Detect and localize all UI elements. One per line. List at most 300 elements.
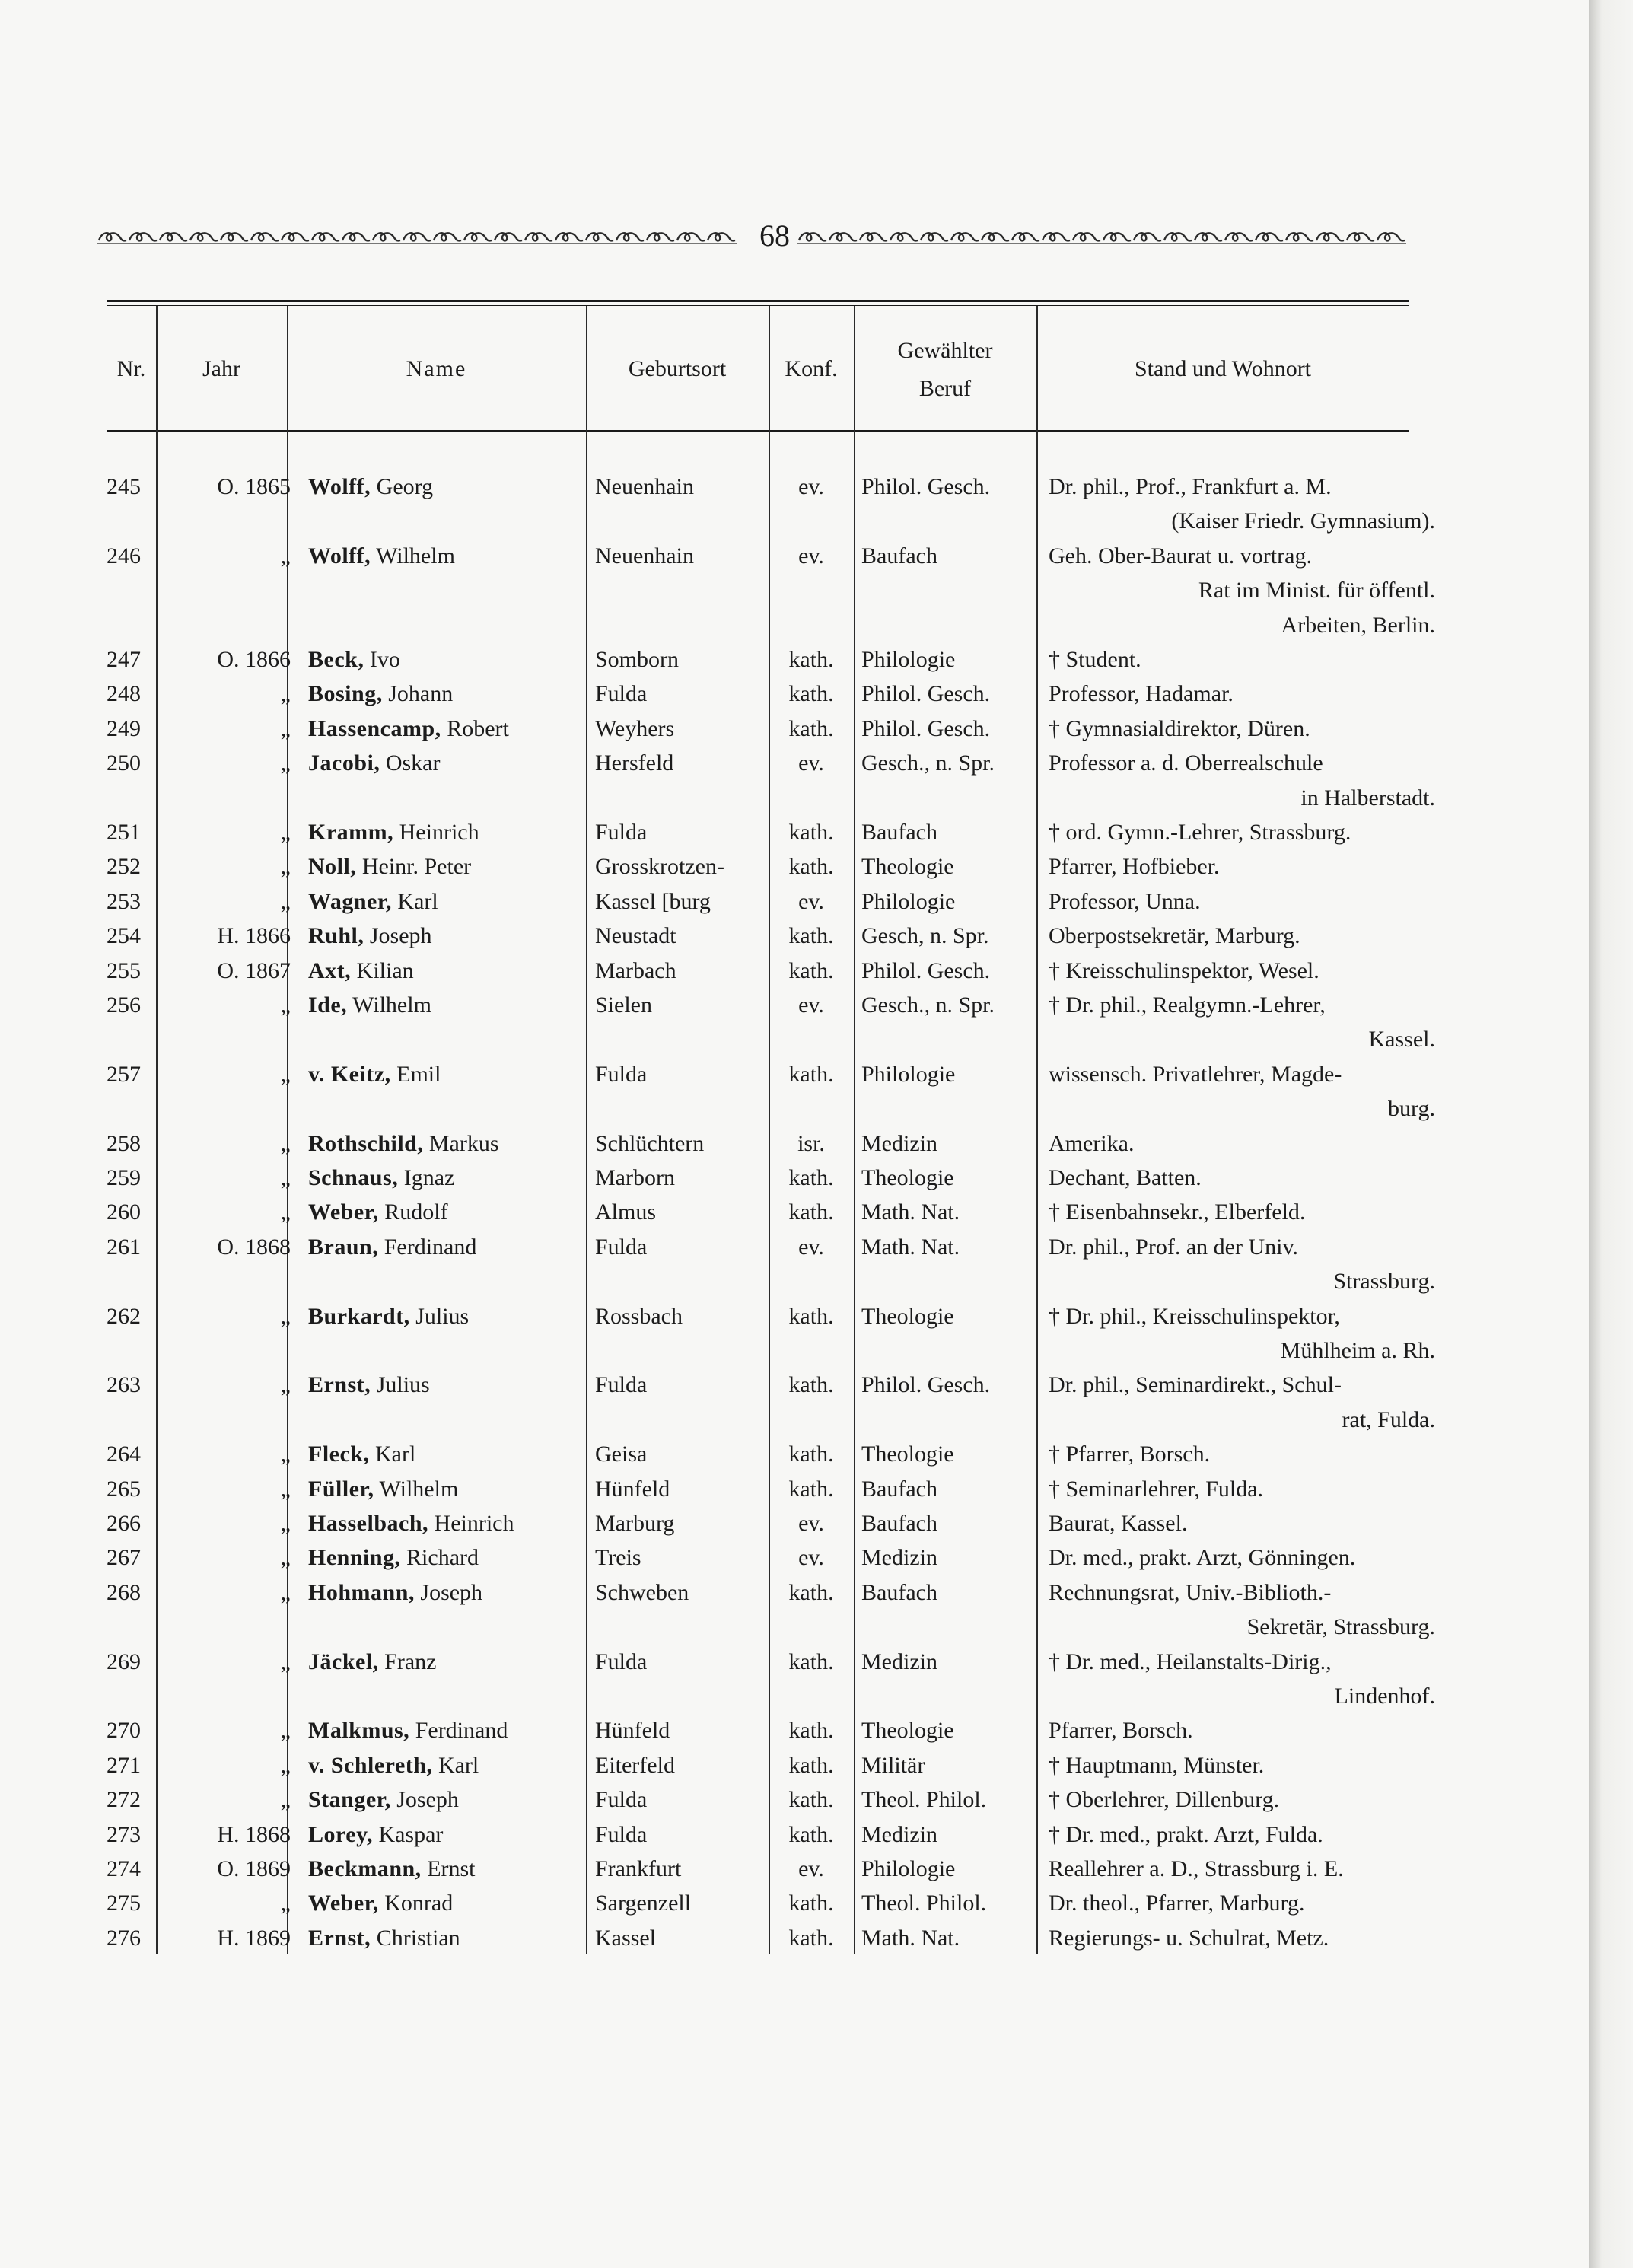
entry-given-name: Joseph (364, 923, 432, 949)
entry-status-residence: † Oberlehrer, Dillenburg. (1049, 1787, 1280, 1813)
entry-surname: Beckmann, (308, 1856, 422, 1881)
entry-name (308, 1368, 430, 1402)
entry-birthplace: Marburg (595, 1511, 675, 1536)
entry-confession: ev. (798, 750, 824, 776)
entry-status-residence: † Hauptmann, Münster. (1049, 1752, 1265, 1778)
entry-status-continuation: Lindenhof. (1334, 1683, 1435, 1709)
entry-number: 255 (107, 957, 141, 983)
col-header-nr: Nr. (116, 356, 146, 381)
entry-status-residence: Dechant, Batten. (1049, 1165, 1202, 1190)
entry-number: 246 (107, 543, 141, 569)
entry-profession: Gesch., n. Spr. (861, 750, 995, 776)
entry-birthplace: Schlüchtern (595, 1130, 705, 1156)
entry-status-residence: † Pfarrer, Borsch. (1049, 1441, 1211, 1467)
entry-surname: Hassencamp, (308, 715, 441, 741)
entry-year: „ (280, 1476, 291, 1502)
entry-number: 259 (107, 1165, 141, 1190)
entry-profession: Baufach (861, 820, 937, 845)
entry-surname: Beck, (308, 647, 364, 672)
entry-birthplace: Almus (595, 1199, 657, 1225)
entry-name (308, 919, 432, 953)
entry-profession: Theologie (861, 1441, 954, 1467)
page-header (97, 218, 1406, 256)
entry-profession: Philol. Gesch. (861, 957, 991, 983)
entry-surname: Kramm, (308, 820, 394, 845)
col-header-geburtsort: Geburtsort (628, 356, 727, 381)
entry-status-continuation: Rat im Minist. für öffentl. (1198, 578, 1435, 604)
entry-name (308, 1818, 443, 1852)
entry-profession: Theol. Philol. (861, 1787, 987, 1813)
entry-birthplace: Fulda (595, 1787, 648, 1813)
col-header-jahr: Jahr (202, 356, 240, 381)
entry-name (308, 1058, 441, 1091)
entry-number: 271 (107, 1752, 141, 1778)
entry-given-name: Joseph (390, 1787, 459, 1813)
entry-number: 247 (107, 647, 141, 672)
entry-profession: Baufach (861, 1579, 937, 1605)
entry-number: 263 (107, 1372, 141, 1398)
entry-profession: Philol. Gesch. (861, 1372, 991, 1398)
entry-profession: Baufach (861, 1476, 937, 1502)
entry-birthplace: Rossbach (595, 1303, 683, 1329)
entry-profession: Philologie (861, 1061, 956, 1087)
entry-year: „ (280, 1165, 291, 1190)
entry-surname: Ernst, (308, 1925, 371, 1951)
column-divider (1036, 306, 1038, 1954)
col-header-beruf-line1: Gewählter (897, 338, 993, 363)
entry-status-residence: Dr. med., prakt. Arzt, Gönningen. (1049, 1545, 1356, 1571)
page-edge (1589, 0, 1633, 2268)
entry-number: 267 (107, 1545, 141, 1571)
entry-status-continuation: in Halberstadt. (1300, 785, 1435, 811)
entry-year: O. 1867 (217, 957, 291, 983)
entry-number: 257 (107, 1061, 141, 1087)
entry-profession: Theol. Philol. (861, 1891, 987, 1916)
entry-birthplace: Fulda (595, 820, 648, 845)
col-header-name: Name (406, 356, 467, 381)
entry-given-name: Franz (378, 1648, 437, 1674)
entry-status-continuation: Mühlheim a. Rh. (1280, 1338, 1435, 1363)
col-header-beruf-line2: Beruf (918, 376, 972, 401)
entry-birthplace: Hünfeld (595, 1476, 670, 1502)
entry-status-residence: † Dr. med., prakt. Arzt, Fulda. (1049, 1821, 1323, 1847)
entry-name (308, 1645, 436, 1679)
entry-year: „ (280, 1787, 291, 1813)
entry-surname: Ide, (308, 992, 348, 1018)
entry-year: „ (280, 715, 291, 741)
entry-profession: Math. Nat. (861, 1234, 960, 1260)
entry-birthplace: Sargenzell (595, 1891, 692, 1916)
entry-surname: Ruhl, (308, 923, 364, 949)
entry-birthplace: Neuenhain (595, 474, 694, 499)
entry-number: 275 (107, 1891, 141, 1916)
entry-number: 256 (107, 992, 141, 1018)
entry-number: 248 (107, 681, 141, 707)
entry-birthplace: Marbach (595, 957, 676, 983)
entry-status-continuation: burg. (1388, 1096, 1435, 1122)
entry-name (308, 954, 414, 988)
entry-confession: kath. (788, 854, 834, 880)
entry-surname: Wolff, (308, 543, 371, 569)
entry-confession: kath. (788, 1787, 834, 1813)
entry-status-residence: Professor, Hadamar. (1049, 681, 1234, 707)
entry-given-name: Wilhelm (371, 543, 455, 569)
entry-name (308, 1507, 514, 1540)
entry-given-name: Ernst (421, 1856, 476, 1881)
entry-confession: kath. (788, 1821, 834, 1847)
entry-status-residence: † Dr. med., Heilanstalts-Dirig., (1049, 1648, 1332, 1674)
entry-confession: kath. (788, 647, 834, 672)
entry-status-continuation: Kassel. (1368, 1027, 1435, 1053)
entry-birthplace: Marborn (595, 1165, 675, 1190)
entry-birthplace: Neuenhain (595, 543, 694, 569)
entry-status-continuation: rat, Fulda. (1342, 1406, 1435, 1432)
entry-name (308, 1852, 476, 1886)
entry-surname: Wolff, (308, 474, 371, 499)
entry-profession: Gesch, n. Spr. (861, 923, 989, 949)
entry-surname: Hasselbach, (308, 1511, 429, 1536)
entry-confession: kath. (788, 1752, 834, 1778)
entry-name (308, 1714, 508, 1747)
entry-confession: kath. (788, 923, 834, 949)
entry-confession: kath. (788, 1718, 834, 1744)
entry-name (308, 1127, 499, 1161)
entry-given-name: Wilhelm (347, 992, 431, 1018)
entry-given-name: Emil (390, 1061, 441, 1087)
entry-given-name: Christian (371, 1925, 460, 1951)
entry-birthplace: Fulda (595, 1372, 648, 1398)
entry-number: 258 (107, 1130, 141, 1156)
entry-name (308, 1541, 479, 1575)
entry-birthplace: Weyhers (595, 715, 675, 741)
entry-name (308, 1161, 454, 1195)
entry-confession: kath. (788, 1165, 834, 1190)
entry-profession: Math. Nat. (861, 1925, 960, 1951)
entry-number: 250 (107, 750, 141, 776)
entry-given-name: Karl (369, 1441, 416, 1467)
entry-surname: v. Schlereth, (308, 1752, 433, 1778)
entry-surname: Jacobi, (308, 750, 380, 776)
entry-profession: Medizin (861, 1821, 937, 1847)
entry-name (308, 1300, 469, 1333)
entry-name (308, 677, 453, 711)
entry-confession: kath. (788, 1579, 834, 1605)
entry-confession: kath. (788, 1061, 834, 1087)
entry-year: O. 1866 (217, 647, 291, 672)
entry-profession: Math. Nat. (861, 1199, 960, 1225)
entry-year: O. 1868 (217, 1234, 291, 1260)
entry-status-residence: † Dr. phil., Kreisschulinspektor, (1049, 1303, 1340, 1329)
col-header-stand: Stand und Wohnort (1134, 356, 1312, 381)
entry-profession: Philol. Gesch. (861, 681, 991, 707)
entry-given-name: Joseph (414, 1579, 483, 1605)
entry-status-residence: † Seminarlehrer, Fulda. (1049, 1476, 1264, 1502)
entry-status-residence: wissensch. Privatlehrer, Magde- (1049, 1061, 1342, 1087)
entry-given-name: Wilhelm (374, 1476, 459, 1502)
entry-birthplace: Kassel (595, 1925, 656, 1951)
entry-name (308, 1887, 453, 1920)
entry-number: 249 (107, 715, 141, 741)
entry-status-residence: Pfarrer, Hofbieber. (1049, 854, 1220, 880)
entry-number: 260 (107, 1199, 141, 1225)
column-divider (586, 306, 587, 1954)
entry-surname: Füller, (308, 1476, 374, 1502)
entry-year: „ (280, 1579, 291, 1605)
entry-given-name: Konrad (378, 1891, 454, 1916)
entry-given-name: Robert (441, 715, 509, 741)
entry-name (308, 850, 471, 884)
entry-year: „ (280, 888, 291, 914)
entry-number: 272 (107, 1787, 141, 1813)
entry-given-name: Georg (371, 474, 434, 499)
entry-name (308, 1922, 460, 1955)
entry-status-residence: Professor, Unna. (1049, 888, 1201, 914)
entry-number: 274 (107, 1856, 141, 1881)
entry-year: „ (280, 1441, 291, 1467)
entry-confession: kath. (788, 1648, 834, 1674)
entry-number: 245 (107, 474, 141, 499)
entry-surname: Malkmus, (308, 1718, 410, 1744)
entry-birthplace: Fulda (595, 1648, 648, 1674)
entry-name (308, 1783, 459, 1817)
entry-confession: kath. (788, 681, 834, 707)
entry-year: O. 1865 (217, 474, 291, 499)
entry-status-residence: Dr. theol., Pfarrer, Marburg. (1049, 1891, 1305, 1916)
entry-year: „ (280, 1061, 291, 1087)
entry-profession: Philologie (861, 647, 956, 672)
entry-surname: Schnaus, (308, 1165, 399, 1190)
entry-profession: Theologie (861, 1718, 954, 1744)
entry-status-residence: Rechnungsrat, Univ.-Biblioth.- (1049, 1579, 1332, 1605)
entry-status-residence: Regierungs- u. Schulrat, Metz. (1049, 1925, 1329, 1951)
entry-year: „ (280, 543, 291, 569)
entry-birthplace: Schweben (595, 1579, 689, 1605)
entry-surname: Henning, (308, 1545, 401, 1571)
entry-name (308, 1196, 448, 1229)
entry-number: 276 (107, 1925, 141, 1951)
entry-status-continuation: Sekretär, Strassburg. (1246, 1614, 1435, 1640)
table-top-rule (107, 300, 1409, 302)
entry-confession: kath. (788, 1372, 834, 1398)
entry-surname: Stanger, (308, 1787, 391, 1813)
header-bottom-rule (107, 430, 1409, 432)
entry-profession: Philol. Gesch. (861, 715, 991, 741)
entry-given-name: Oskar (380, 750, 441, 776)
entry-number: 261 (107, 1234, 141, 1260)
entry-confession: kath. (788, 1925, 834, 1951)
entry-surname: Wagner, (308, 888, 392, 914)
entry-surname: Braun, (308, 1234, 379, 1260)
entry-birthplace: Somborn (595, 647, 680, 672)
entry-surname: Lorey, (308, 1821, 373, 1847)
entry-year: H. 1868 (217, 1821, 291, 1847)
entry-profession: Baufach (861, 543, 937, 569)
entry-confession: kath. (788, 1476, 834, 1502)
entry-status-residence: † Kreisschulinspektor, Wesel. (1049, 957, 1319, 983)
entry-year: H. 1869 (217, 1925, 291, 1951)
entry-year: „ (280, 681, 291, 707)
entry-status-residence: † Student. (1049, 647, 1141, 672)
column-divider (156, 306, 158, 1954)
entry-confession: kath. (788, 1199, 834, 1225)
entry-year: „ (280, 1545, 291, 1571)
entry-name (308, 1473, 458, 1506)
entry-confession: kath. (788, 715, 834, 741)
entry-surname: Ernst, (308, 1372, 371, 1398)
entry-year: „ (280, 1303, 291, 1329)
entry-confession: kath. (788, 1891, 834, 1916)
entry-status-residence: Oberpostsekretär, Marburg. (1049, 923, 1300, 949)
entry-given-name: Kaspar (372, 1821, 444, 1847)
entry-year: „ (280, 992, 291, 1018)
entry-status-residence: Pfarrer, Borsch. (1049, 1718, 1193, 1744)
entry-name (308, 989, 431, 1022)
entry-profession: Philologie (861, 1856, 956, 1881)
entry-number: 264 (107, 1441, 141, 1467)
entry-profession: Gesch., n. Spr. (861, 992, 995, 1018)
entry-number: 266 (107, 1511, 141, 1536)
entry-profession: Baufach (861, 1511, 937, 1536)
entry-profession: Medizin (861, 1648, 937, 1674)
entry-confession: kath. (788, 957, 834, 983)
entry-given-name: Julius (371, 1372, 430, 1398)
entry-birthplace: Fulda (595, 1061, 648, 1087)
entry-year: „ (280, 854, 291, 880)
table-top-rule-thin (107, 305, 1409, 306)
entry-status-residence: † Gymnasialdirektor, Düren. (1049, 715, 1310, 741)
entry-given-name: Julius (409, 1303, 470, 1329)
entry-year: „ (280, 1511, 291, 1536)
entry-given-name: Ivo (364, 647, 400, 672)
entry-status-residence: Baurat, Kassel. (1049, 1511, 1188, 1536)
entry-number: 268 (107, 1579, 141, 1605)
entry-profession: Theologie (861, 1303, 954, 1329)
entry-year: H. 1866 (217, 923, 291, 949)
entry-given-name: Heinrich (393, 820, 479, 845)
entry-confession: kath. (788, 1303, 834, 1329)
entry-status-residence: Reallehrer a. D., Strassburg i. E. (1049, 1856, 1344, 1881)
entry-given-name: Karl (391, 888, 438, 914)
entry-status-continuation: (Kaiser Friedr. Gymnasium). (1171, 508, 1435, 534)
entry-confession: ev. (798, 1511, 824, 1536)
entry-given-name: Karl (432, 1752, 479, 1778)
entry-number: 262 (107, 1303, 141, 1329)
entry-year: O. 1869 (217, 1856, 291, 1881)
entry-name (308, 643, 400, 677)
entry-profession: Theologie (861, 1165, 954, 1190)
entry-profession: Militär (861, 1752, 925, 1778)
entry-number: 273 (107, 1821, 141, 1847)
entry-status-residence: Professor a. d. Oberrealschule (1049, 750, 1323, 776)
entry-name (308, 1438, 415, 1471)
entry-name (308, 470, 433, 504)
entry-year: „ (280, 1752, 291, 1778)
entry-number: 265 (107, 1476, 141, 1502)
entry-name (308, 712, 509, 746)
entry-birthplace: Geisa (595, 1441, 648, 1467)
entry-confession: ev. (798, 474, 824, 499)
entry-number: 252 (107, 854, 141, 880)
entry-given-name: Ferdinand (409, 1718, 508, 1744)
entry-year: „ (280, 1372, 291, 1398)
col-header-konf: Konf. (785, 356, 838, 381)
entry-birthplace: Hünfeld (595, 1718, 670, 1744)
entry-confession: ev. (798, 543, 824, 569)
entry-status-residence: Dr. phil., Seminardirekt., Schul- (1049, 1372, 1342, 1398)
entry-birthplace: Fulda (595, 1234, 648, 1260)
entry-profession: Medizin (861, 1130, 937, 1156)
entry-given-name: Heinrich (428, 1511, 514, 1536)
entry-status-continuation: Arbeiten, Berlin. (1281, 612, 1435, 638)
entry-status-residence: Dr. phil., Prof. an der Univ. (1049, 1234, 1299, 1260)
entry-year: „ (280, 1130, 291, 1156)
entry-given-name: Ignaz (398, 1165, 455, 1190)
entry-status-residence: † Dr. phil., Realgymn.-Lehrer, (1049, 992, 1326, 1018)
entry-number: 253 (107, 888, 141, 914)
entry-confession: ev. (798, 992, 824, 1018)
entry-status-residence: † ord. Gymn.-Lehrer, Strassburg. (1049, 820, 1351, 845)
entry-given-name: Johann (382, 681, 454, 707)
entry-given-name: Rudolf (378, 1199, 448, 1225)
ornament-border-right (797, 228, 1406, 245)
entry-status-residence: Amerika. (1049, 1130, 1135, 1156)
entry-status-residence: Geh. Ober-Baurat u. vortrag. (1049, 543, 1312, 569)
entry-name (308, 1749, 479, 1782)
page-number: 68 (759, 218, 790, 253)
entry-profession: Theologie (861, 854, 954, 880)
entry-confession: isr. (797, 1130, 825, 1156)
entry-surname: Hohmann, (308, 1579, 415, 1605)
entry-status-residence: † Eisenbahnsekr., Elberfeld. (1049, 1199, 1306, 1225)
entry-number: 251 (107, 820, 141, 845)
entry-birthplace: Hersfeld (595, 750, 674, 776)
entry-birthplace: Neustadt (595, 923, 676, 949)
entry-number: 254 (107, 923, 141, 949)
entry-surname: Weber, (308, 1199, 379, 1225)
entry-number: 270 (107, 1718, 141, 1744)
entry-name (308, 540, 455, 573)
entry-surname: Fleck, (308, 1441, 370, 1467)
entry-birthplace: Grosskrotzen- (595, 854, 724, 880)
entry-surname: Burkardt, (308, 1303, 410, 1329)
column-divider (854, 306, 855, 1954)
entry-confession: ev. (798, 1545, 824, 1571)
entry-profession: Philologie (861, 888, 956, 914)
entry-number: 269 (107, 1648, 141, 1674)
entry-surname: Jäckel, (308, 1648, 379, 1674)
entry-year: „ (280, 750, 291, 776)
entry-confession: kath. (788, 820, 834, 845)
entry-surname: Noll, (308, 854, 357, 880)
entry-given-name: Richard (400, 1545, 479, 1571)
entry-surname: v. Keitz, (308, 1061, 391, 1087)
entry-birthplace: Fulda (595, 681, 648, 707)
entry-year: „ (280, 1199, 291, 1225)
entry-given-name: Markus (423, 1130, 499, 1156)
entry-year: „ (280, 820, 291, 845)
entry-year: „ (280, 1891, 291, 1916)
entry-surname: Axt, (308, 957, 352, 983)
entry-year: „ (280, 1718, 291, 1744)
entry-birthplace: Eiterfeld (595, 1752, 675, 1778)
entry-name (308, 1231, 476, 1264)
entry-given-name: Kilian (351, 957, 414, 983)
entry-surname: Bosing, (308, 681, 383, 707)
entry-status-residence: Dr. phil., Prof., Frankfurt a. M. (1049, 474, 1332, 499)
entry-year: „ (280, 1648, 291, 1674)
entry-name (308, 885, 438, 919)
entry-birthplace: Treis (595, 1545, 641, 1571)
